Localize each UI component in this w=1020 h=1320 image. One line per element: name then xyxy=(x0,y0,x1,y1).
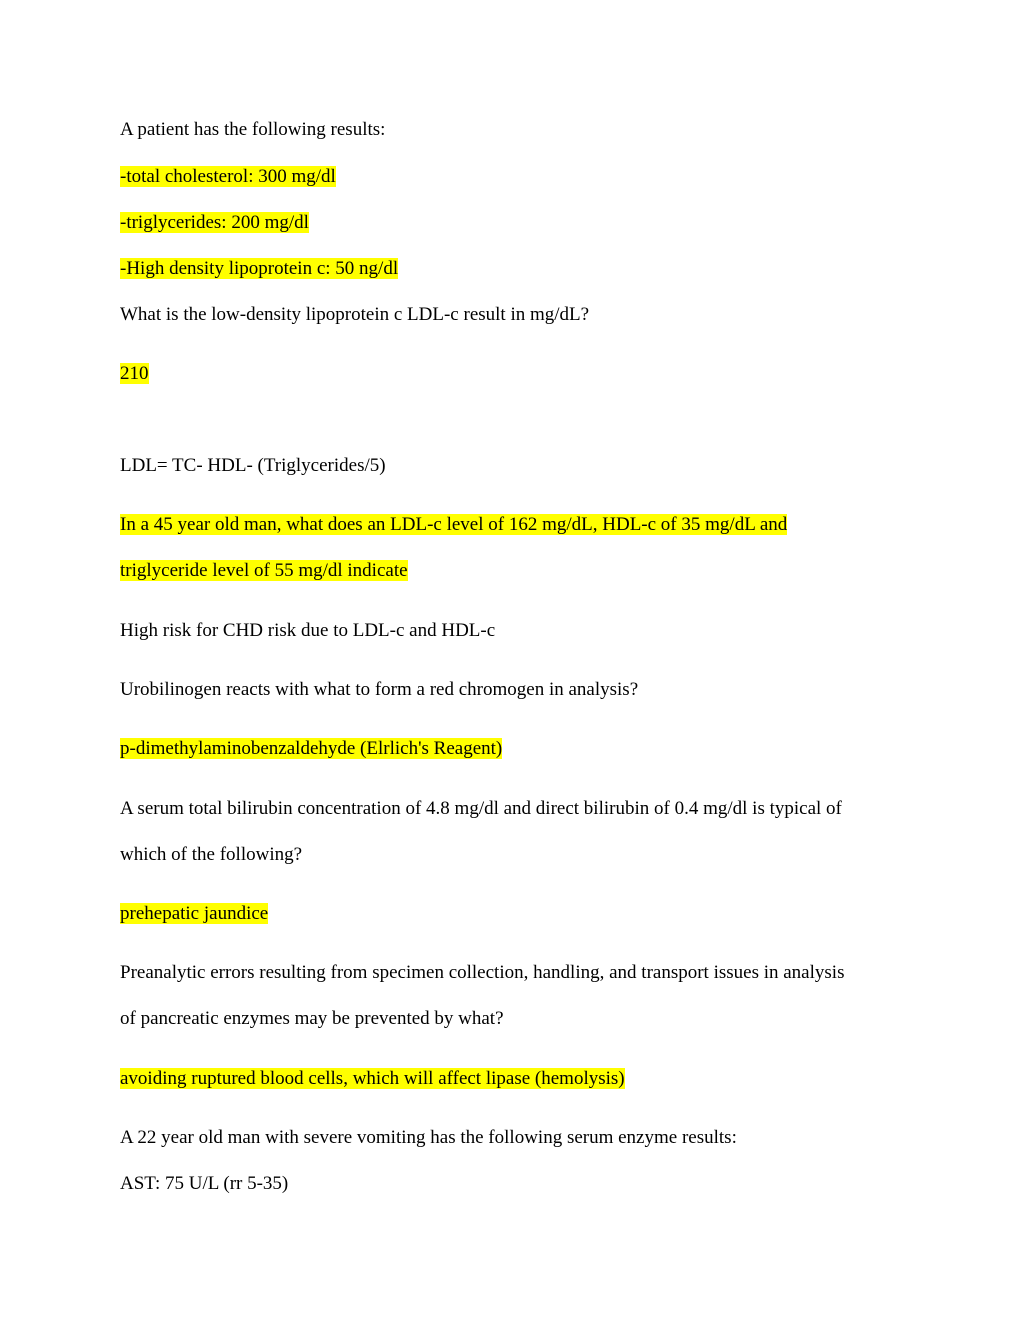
line-text: which of the following? xyxy=(120,844,303,865)
line-text: High risk for CHD risk due to LDL-c and HDL-c xyxy=(120,620,496,641)
highlighted-line xyxy=(120,1067,625,1091)
text-line xyxy=(120,303,589,327)
line-text: -triglycerides: 200 mg/dl xyxy=(120,212,309,233)
line-text: prehepatic jaundice xyxy=(120,903,269,924)
line-text: -High density lipoprotein c: 50 ng/dl xyxy=(120,258,399,279)
text-line xyxy=(120,1172,288,1196)
line-text: -total cholesterol: 300 mg/dl xyxy=(120,166,336,187)
line-text: 210 xyxy=(120,363,149,384)
text-line xyxy=(120,454,386,478)
highlighted-line xyxy=(120,513,787,537)
highlighted-line xyxy=(120,257,398,281)
highlighted-line xyxy=(120,737,502,761)
line-text: p-dimethylaminobenzaldehyde (Elrlich's Reagent) xyxy=(120,738,503,759)
highlighted-line xyxy=(120,362,149,386)
line-text: Urobilinogen reacts with what to form a red chromogen in analysis? xyxy=(120,679,639,700)
line-text: Preanalytic errors resulting from specimen collection, handling, and transport issues in analysis xyxy=(120,962,845,983)
highlighted-line xyxy=(120,559,408,583)
text-line xyxy=(120,118,385,142)
line-text: avoiding ruptured blood cells, which will affect lipase (hemolysis) xyxy=(120,1068,625,1089)
text-line xyxy=(120,843,302,867)
highlighted-line xyxy=(120,211,309,235)
line-text: A 22 year old man with severe vomiting has the following serum enzyme results: xyxy=(120,1127,737,1148)
text-line xyxy=(120,1007,504,1031)
line-text: In a 45 year old man, what does an LDL-c level of 162 mg/dL, HDL-c of 35 mg/dL and xyxy=(120,514,788,535)
text-line xyxy=(120,619,495,643)
highlighted-line xyxy=(120,902,268,926)
text-line xyxy=(120,1126,737,1150)
text-line xyxy=(120,678,638,702)
line-text: What is the low-density lipoprotein c LDL-c result in mg/dL? xyxy=(120,304,590,325)
line-text: A serum total bilirubin concentration of 4.8 mg/dl and direct bilirubin of 0.4 mg/dl is typical of xyxy=(120,798,842,819)
line-text: LDL= TC- HDL- (Triglycerides/5) xyxy=(120,455,386,476)
line-text: A patient has the following results: xyxy=(120,119,386,140)
line-text: AST: 75 U/L (rr 5-35) xyxy=(120,1173,289,1194)
highlighted-line xyxy=(120,165,336,189)
text-line xyxy=(120,797,842,821)
line-text: triglyceride level of 55 mg/dl indicate xyxy=(120,560,408,581)
line-text: of pancreatic enzymes may be prevented by what? xyxy=(120,1008,504,1029)
text-line xyxy=(120,961,844,985)
